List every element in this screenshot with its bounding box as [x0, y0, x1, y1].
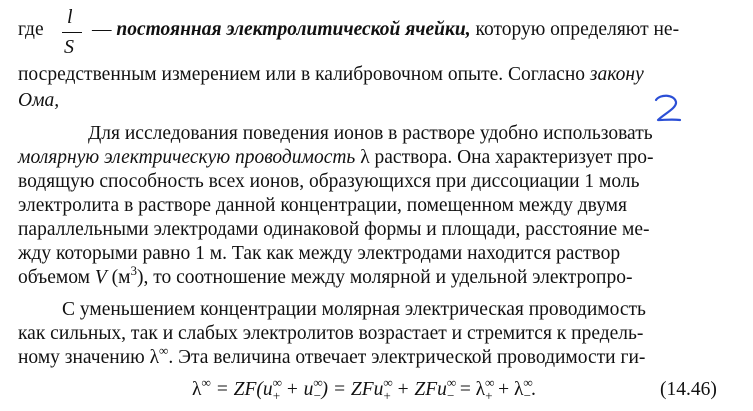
para2-line4: электролита в растворе данной концентрации, помещенном между двумя — [18, 195, 627, 216]
para3-line2: как сильных, так и слабых электролитов возрастает и стремится к предель- — [18, 323, 644, 344]
handwritten-2-mark — [650, 92, 684, 126]
term-cell-constant: постоянная электролитической ячейки, — [116, 19, 471, 40]
para2-line5: параллельными электродами одинаковой формы и площади, расстояние ме- — [18, 219, 650, 240]
fraction-l-over-S: l S — [60, 6, 84, 62]
equation-number: (14.46) — [660, 379, 717, 400]
para3-line3: ному значению λ∞. Эта величина отвечает электрической проводимости ги- — [18, 343, 646, 368]
para3-line1: С уменьшением концентрации молярная электрическая проводимость — [62, 299, 646, 320]
para1-line1: где — [18, 19, 44, 40]
para2-line7: объемом V $(м^3)$, то соотношение между молярной и удельной электропро- — [18, 263, 633, 288]
para1-line2: посредственным измерением или в калибровочном опыте. Согласно закону — [18, 64, 644, 85]
para2-line6: жду которыми равно 1 м. Так как между электродами находится раствор — [18, 243, 621, 264]
para2-line3: водящую способность всех ионов, образующихся при диссоциации 1 моль — [18, 171, 640, 192]
para2-line2: молярную электрическую проводимость λ раствора. Она характеризует про- — [18, 147, 654, 168]
para1-line3: Ома, — [18, 90, 60, 111]
volume-unit: $(м^3)$, — [111, 263, 149, 288]
term-ohm-law: закону — [589, 64, 644, 85]
fraction-bar — [62, 32, 82, 33]
term-molar-conductivity: молярную электрическую проводимость — [18, 147, 356, 168]
para1-line1-rest: — постоянная электролитической ячейки, которую определяют не- — [92, 19, 680, 40]
para2-line1: Для исследования поведения ионов в растворе удобно использовать — [88, 123, 653, 144]
equation-14-46: $\lambda^\infty = ZF(u^\infty_+ + u^\infty_-) = ZFu^\infty_+ + ZFu^\infty_- = \lambda^\infty_+ + \lambda^\infty_-$. — [192, 375, 537, 403]
